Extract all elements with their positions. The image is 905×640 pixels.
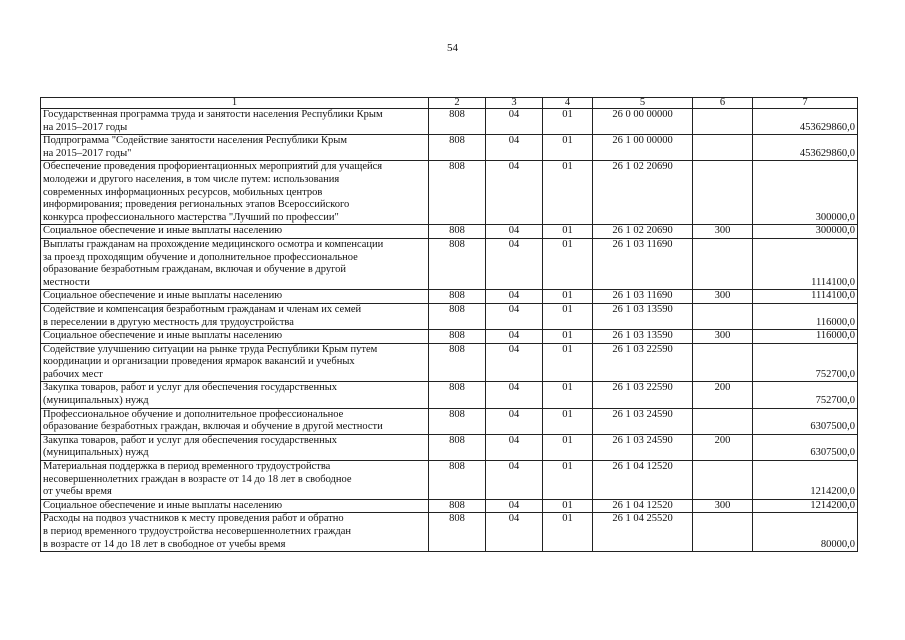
ministry-code-cell: 808 xyxy=(429,161,486,225)
expense-type-cell xyxy=(693,161,753,225)
ministry-code-cell: 808 xyxy=(429,303,486,329)
target-article-cell: 26 1 03 13590 xyxy=(593,330,693,344)
ministry-code-cell: 808 xyxy=(429,461,486,500)
header-cell: 7 xyxy=(753,98,858,109)
item-name-cell: Социальное обеспечение и иные выплаты населению xyxy=(41,499,429,513)
expense-type-cell: 300 xyxy=(693,290,753,304)
section-code-cell: 04 xyxy=(486,408,543,434)
amount-cell: 1214200,0 xyxy=(753,499,858,513)
subsection-code-cell: 01 xyxy=(543,135,593,161)
item-name-cell: Закупка товаров, работ и услуг для обеспечения государственных (муниципальных) нужд xyxy=(41,434,429,460)
expense-type-cell xyxy=(693,408,753,434)
table-row xyxy=(41,238,858,289)
table-row xyxy=(41,513,858,552)
subsection-code-cell: 01 xyxy=(543,408,593,434)
section-code-cell: 04 xyxy=(486,343,543,382)
expense-type-cell: 300 xyxy=(693,330,753,344)
subsection-code-cell: 01 xyxy=(543,499,593,513)
item-name-cell: Социальное обеспечение и иные выплаты населению xyxy=(41,225,429,239)
section-code-cell: 04 xyxy=(486,382,543,408)
table-row xyxy=(41,290,858,304)
header-cell: 3 xyxy=(486,98,543,109)
expense-type-cell xyxy=(693,238,753,289)
expense-type-cell xyxy=(693,303,753,329)
ministry-code-cell: 808 xyxy=(429,290,486,304)
budget-table xyxy=(40,97,858,552)
amount-cell: 1114100,0 xyxy=(753,290,858,304)
item-name-cell: Содействие улучшению ситуации на рынке труда Республики Крым путем координации и организации проведения ярмарок вакансий и учебных рабочих мест xyxy=(41,343,429,382)
ministry-code-cell: 808 xyxy=(429,238,486,289)
item-name-cell: Подпрограмма "Содействие занятости населения Республики Крым на 2015–2017 годы" xyxy=(41,135,429,161)
section-code-cell: 04 xyxy=(486,434,543,460)
item-name-cell: Материальная поддержка в период временного трудоустройства несовершеннолетних граждан в возрасте от 14 до 18 лет в свободное от учебы время xyxy=(41,461,429,500)
amount-cell: 1214200,0 xyxy=(753,461,858,500)
ministry-code-cell: 808 xyxy=(429,330,486,344)
table-row xyxy=(41,161,858,225)
target-article-cell: 26 0 00 00000 xyxy=(593,109,693,135)
table-row xyxy=(41,109,858,135)
target-article-cell: 26 1 02 20690 xyxy=(593,161,693,225)
target-article-cell: 26 1 02 20690 xyxy=(593,225,693,239)
table-row xyxy=(41,382,858,408)
target-article-cell: 26 1 04 12520 xyxy=(593,499,693,513)
section-code-cell: 04 xyxy=(486,330,543,344)
subsection-code-cell: 01 xyxy=(543,330,593,344)
ministry-code-cell: 808 xyxy=(429,434,486,460)
amount-cell: 80000,0 xyxy=(753,513,858,552)
section-code-cell: 04 xyxy=(486,303,543,329)
target-article-cell: 26 1 03 13590 xyxy=(593,303,693,329)
table-row xyxy=(41,330,858,344)
expense-type-cell xyxy=(693,109,753,135)
page-number: 54 xyxy=(447,42,458,54)
table-row xyxy=(41,343,858,382)
subsection-code-cell: 01 xyxy=(543,161,593,225)
header-cell: 6 xyxy=(693,98,753,109)
amount-cell: 300000,0 xyxy=(753,161,858,225)
header-cell: 5 xyxy=(593,98,693,109)
expense-type-cell: 300 xyxy=(693,499,753,513)
expense-type-cell xyxy=(693,461,753,500)
amount-cell: 1114100,0 xyxy=(753,238,858,289)
item-name-cell: Социальное обеспечение и иные выплаты населению xyxy=(41,330,429,344)
ministry-code-cell: 808 xyxy=(429,513,486,552)
amount-cell: 752700,0 xyxy=(753,382,858,408)
subsection-code-cell: 01 xyxy=(543,303,593,329)
table-row xyxy=(41,225,858,239)
table-row xyxy=(41,303,858,329)
amount-cell: 116000,0 xyxy=(753,330,858,344)
amount-cell: 300000,0 xyxy=(753,225,858,239)
subsection-code-cell: 01 xyxy=(543,461,593,500)
ministry-code-cell: 808 xyxy=(429,135,486,161)
target-article-cell: 26 1 03 24590 xyxy=(593,408,693,434)
amount-cell: 752700,0 xyxy=(753,343,858,382)
amount-cell: 453629860,0 xyxy=(753,109,858,135)
header-cell: 2 xyxy=(429,98,486,109)
subsection-code-cell: 01 xyxy=(543,382,593,408)
target-article-cell: 26 1 03 11690 xyxy=(593,290,693,304)
expense-type-cell: 300 xyxy=(693,225,753,239)
ministry-code-cell: 808 xyxy=(429,499,486,513)
table-row xyxy=(41,135,858,161)
header-row xyxy=(41,98,858,109)
amount-cell: 116000,0 xyxy=(753,303,858,329)
section-code-cell: 04 xyxy=(486,290,543,304)
section-code-cell: 04 xyxy=(486,238,543,289)
item-name-cell: Обеспечение проведения профориентационных мероприятий для учащейся молодежи и другого населения, в том числе путем: использования современных информационных ресурсов, мобильных центров информирования; проведения региональных этапов Всероссийского конкурса профессионального мастерства "Лучший по профессии" xyxy=(41,161,429,225)
item-name-cell: Государственная программа труда и занятости населения Республики Крым на 2015–2017 годы xyxy=(41,109,429,135)
section-code-cell: 04 xyxy=(486,513,543,552)
subsection-code-cell: 01 xyxy=(543,225,593,239)
subsection-code-cell: 01 xyxy=(543,109,593,135)
item-name-cell: Закупка товаров, работ и услуг для обеспечения государственных (муниципальных) нужд xyxy=(41,382,429,408)
item-name-cell: Социальное обеспечение и иные выплаты населению xyxy=(41,290,429,304)
subsection-code-cell: 01 xyxy=(543,513,593,552)
target-article-cell: 26 1 03 11690 xyxy=(593,238,693,289)
item-name-cell: Содействие и компенсация безработным гражданам и членам их семей в переселении в другую местность для трудоустройства xyxy=(41,303,429,329)
expense-type-cell: 200 xyxy=(693,434,753,460)
expense-type-cell xyxy=(693,135,753,161)
expense-type-cell: 200 xyxy=(693,382,753,408)
expense-type-cell xyxy=(693,343,753,382)
ministry-code-cell: 808 xyxy=(429,408,486,434)
subsection-code-cell: 01 xyxy=(543,343,593,382)
ministry-code-cell: 808 xyxy=(429,343,486,382)
header-cell: 4 xyxy=(543,98,593,109)
expense-type-cell xyxy=(693,513,753,552)
table-row xyxy=(41,499,858,513)
target-article-cell: 26 1 03 24590 xyxy=(593,434,693,460)
header-cell: 1 xyxy=(41,98,429,109)
subsection-code-cell: 01 xyxy=(543,434,593,460)
ministry-code-cell: 808 xyxy=(429,382,486,408)
section-code-cell: 04 xyxy=(486,461,543,500)
item-name-cell: Выплаты гражданам на прохождение медицинского осмотра и компенсации за проезд проходящим обучение и дополнительное профессиональное образование безработным гражданам, включая и обучение в другой местности xyxy=(41,238,429,289)
item-name-cell: Расходы на подвоз участников к месту проведения работ и обратно в период временного трудоустройства несовершеннолетних граждан в возрасте от 14 до 18 лет в свободное от учебы время xyxy=(41,513,429,552)
table-row xyxy=(41,461,858,500)
target-article-cell: 26 1 00 00000 xyxy=(593,135,693,161)
table-row xyxy=(41,434,858,460)
item-name-cell: Профессиональное обучение и дополнительное профессиональное образование безработных граждан, включая и обучение в другой местности xyxy=(41,408,429,434)
subsection-code-cell: 01 xyxy=(543,290,593,304)
target-article-cell: 26 1 04 12520 xyxy=(593,461,693,500)
ministry-code-cell: 808 xyxy=(429,225,486,239)
target-article-cell: 26 1 04 25520 xyxy=(593,513,693,552)
ministry-code-cell: 808 xyxy=(429,109,486,135)
section-code-cell: 04 xyxy=(486,225,543,239)
section-code-cell: 04 xyxy=(486,135,543,161)
section-code-cell: 04 xyxy=(486,499,543,513)
amount-cell: 6307500,0 xyxy=(753,408,858,434)
subsection-code-cell: 01 xyxy=(543,238,593,289)
target-article-cell: 26 1 03 22590 xyxy=(593,382,693,408)
target-article-cell: 26 1 03 22590 xyxy=(593,343,693,382)
amount-cell: 453629860,0 xyxy=(753,135,858,161)
table-row xyxy=(41,408,858,434)
amount-cell: 6307500,0 xyxy=(753,434,858,460)
section-code-cell: 04 xyxy=(486,109,543,135)
section-code-cell: 04 xyxy=(486,161,543,225)
